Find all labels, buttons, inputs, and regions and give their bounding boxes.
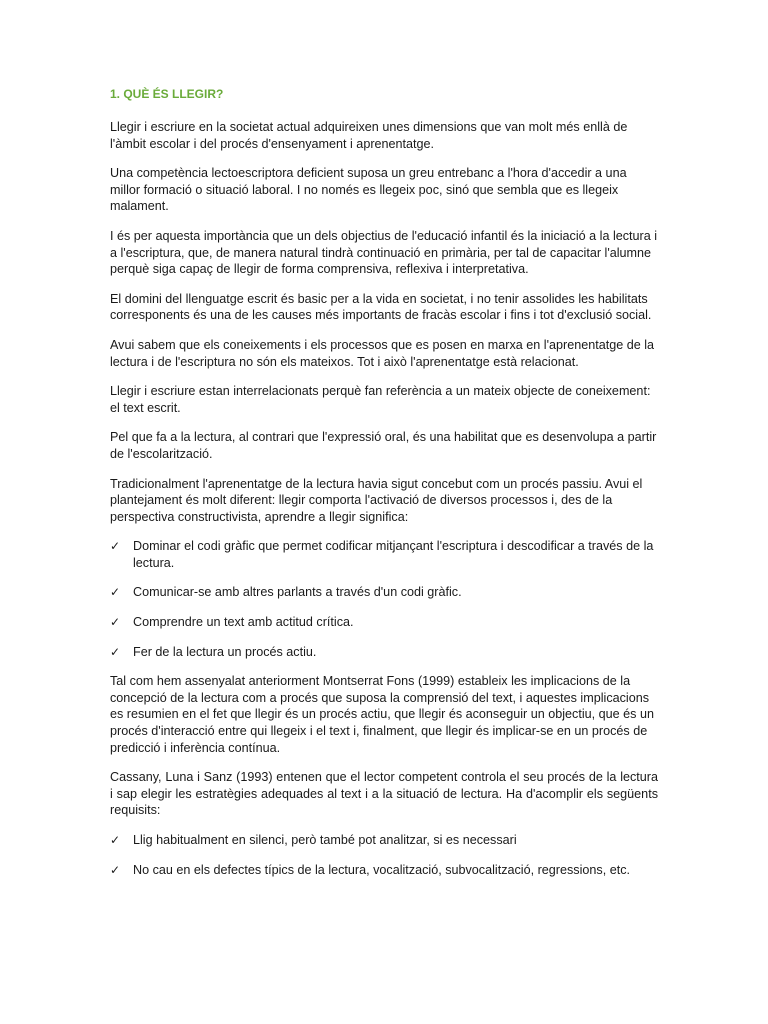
check-mark-icon: ✓ <box>110 833 121 847</box>
paragraph: Llegir i escriure estan interrelacionats perquè fan referència a un mateix objecte de coneixement: el text escrit. <box>110 384 651 415</box>
section-heading: 1. QUÈ ÉS LLEGIR? <box>110 87 224 101</box>
list-item-text: No cau en els defectes típics de la lectura, vocalització, subvocalització, regressions, etc. <box>133 862 630 877</box>
list-item <box>110 862 658 879</box>
list-item <box>110 538 658 571</box>
paragraph: El domini del llenguatge escrit és basic per a la vida en societat, i no tenir assolides les habilitats corresponents és una de les causes més importants de fracàs escolar i fins i tot d'exclusió social. <box>110 291 652 323</box>
list-item-text: Llig habitualment en silenci, però també pot analitzar, si es necessari <box>133 833 517 847</box>
check-mark-icon: ✓ <box>110 862 121 877</box>
checklist-learning-to-read <box>110 538 658 660</box>
check-mark-icon: ✓ <box>110 615 121 630</box>
paragraph: Tradicionalment l'aprenentatge de la lectura havia sigut concebut com un procés passiu. Avui el plantejament és molt diferent: llegir comporta l'activació de diversos processos i, des de la perspectiva constructivista, aprendre a llegir significa: <box>110 476 643 524</box>
paragraph: Una competència lectoescriptora deficient suposa un greu entrebanc a l'hora d'accedir a una millor formació o situació laboral. I no només es llegeix poc, sinó que sembla que es llegeix malament. <box>110 166 627 214</box>
paragraph: Cassany, Luna i Sanz (1993) entenen que el lector competent controla el seu procés de la lectura i sap elegir les estratègies adequades al text i a la situació de lectura. Ha d'acomplir els següents requisits: <box>110 770 658 818</box>
list-item-text: Comunicar-se amb altres parlants a través d'un codi gràfic. <box>133 585 462 600</box>
check-mark-icon: ✓ <box>110 585 121 600</box>
paragraph: Pel que fa a la lectura, al contrari que l'expressió oral, és una habilitat que es desenvolupa a partir de l'escolarització. <box>110 430 657 461</box>
paragraph: Avui sabem que els coneixements i els processos que es posen en marxa en l'aprenentatge de la lectura i de l'escriptura no són els mateixos. Tot i això l'aprenentatge està relacionat. <box>110 337 655 369</box>
paragraph: Tal com hem assenyalat anteriorment Montserrat Fons (1999) estableix les implicacions de la concepció de la lectura com a procés que suposa la comprensió del text, i aquestes implicacions es resumien en el fet que llegir és un procés actiu, que llegir és aconseguir un objectiu, que és un procés d'interacció entre qui llegeix i el text i, finalment, que llegir és implicar-se en un procés de predicció i inferència contínua. <box>110 674 654 755</box>
list-item <box>110 614 658 631</box>
list-item <box>110 584 658 601</box>
check-mark-icon: ✓ <box>110 539 121 554</box>
checklist-competent-reader <box>110 832 658 878</box>
paragraph: Llegir i escriure en la societat actual adquireixen unes dimensions que van molt més enllà de l'àmbit escolar i del procés d'ensenyament i aprenentatge. <box>110 120 628 151</box>
check-mark-icon: ✓ <box>110 644 121 659</box>
list-item-text: Comprendre un text amb actitud crítica. <box>133 615 354 630</box>
list-item <box>110 644 658 661</box>
list-item-text: Dominar el codi gràfic que permet codificar mitjançant l'escriptura i descodificar a través de la lectura. <box>133 539 654 570</box>
list-item-text: Fer de la lectura un procés actiu. <box>133 644 317 659</box>
list-item <box>110 832 658 849</box>
paragraph: I és per aquesta importància que un dels objectius de l'educació infantil és la iniciació a la lectura i a l'escriptura, que, de manera natural tindrà continuació en primària, per tal de capacitar l'alumne perquè siga capaç de llegir de forma comprensiva, reflexiva i interpretativa. <box>110 228 658 277</box>
